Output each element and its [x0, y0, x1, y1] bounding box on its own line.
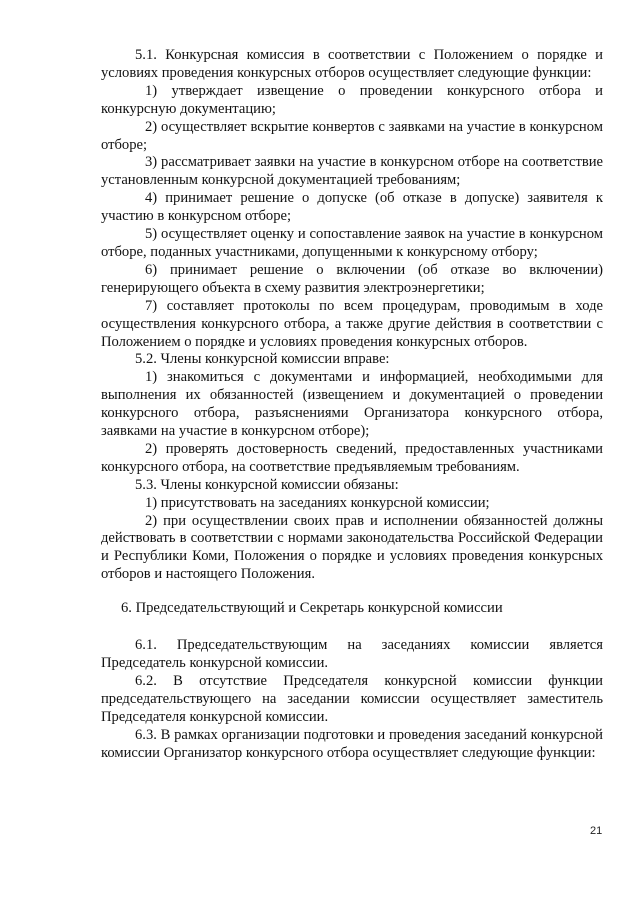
list-item-5-2-1: 1) знакомиться с документами и информацией, необходимыми для выполнения их обязанностей (извещением и документацией о проведении конкурсного отбора, разъяснениями Организатора конкурсного отбора, заявками на участие в конкурсном отборе);: [101, 369, 603, 440]
section-6-heading: 6. Председательствующий и Секретарь конкурсной комиссии: [121, 600, 503, 617]
list-item-5-1-6: 6) принимает решение о включении (об отказе во включении) генерирующего объекта в схему развития электроэнергетики;: [101, 261, 603, 296]
paragraph-5-2: 5.2. Члены конкурсной комиссии вправе:: [135, 351, 390, 368]
list-item-5-1-7: 7) составляет протоколы по всем процедурам, проводимым в ходе осуществления конкурсного отбора, а также другие действия в соответствии с Положением о порядке и условиях проведения конкурсных отборов.: [101, 297, 603, 350]
list-item-5-1-5: 5) осуществляет оценку и сопоставление заявок на участие в конкурсном отборе, поданных участниками, допущенными к конкурсному отбору;: [101, 226, 603, 260]
list-item-5-3-1: 1) присутствовать на заседаниях конкурсной комиссии;: [145, 494, 490, 511]
list-item-5-3-2: 2) при осуществлении своих прав и исполнении обязанностей должны действовать в соответствии с нормами законодательства Российской Федерации и Республики Коми, Положения о порядке и условиях проведения конкурсных отборов и настоящего Положения.: [101, 512, 603, 583]
paragraph-6-1: 6.1. Председательствующим на заседаниях комиссии является Председатель конкурсной комиссии.: [101, 637, 603, 671]
document-body: [101, 47, 603, 762]
list-item-5-1-4: 4) принимает решение о допуске (об отказе в допуске) заявителя к участию в конкурсном отборе;: [101, 190, 603, 225]
list-item-5-2-2: 2) проверять достоверность сведений, предоставленных участниками конкурсного отбора, на соответствие предъявляемым требованиям.: [101, 440, 603, 475]
paragraph-5-3: 5.3. Члены конкурсной комиссии обязаны:: [135, 476, 399, 493]
paragraph-6-3: 6.3. В рамках организации подготовки и проведения заседаний конкурсной комиссии Организатор конкурсного отбора осуществляет следующие функции:: [101, 726, 603, 761]
page-number: 21: [590, 825, 603, 837]
list-item-5-1-1: 1) утверждает извещение о проведении конкурсного отбора и конкурсную документацию;: [101, 82, 603, 117]
paragraph-6-2: 6.2. В отсутствие Председателя конкурсной комиссии функции председательствующего на заседании комиссии осуществляет заместитель Председателя конкурсной комиссии.: [101, 672, 603, 725]
list-item-5-1-3: 3) рассматривает заявки на участие в конкурсном отборе на соответствие установленным конкурсной документацией требованиям;: [101, 154, 603, 189]
list-item-5-1-2: 2) осуществляет вскрытие конвертов с заявками на участие в конкурсном отборе;: [101, 118, 603, 153]
paragraph-5-1: 5.1. Конкурсная комиссия в соответствии с Положением о порядке и условиях проведения конкурсных отборов осуществляет следующие функции:: [101, 47, 603, 81]
